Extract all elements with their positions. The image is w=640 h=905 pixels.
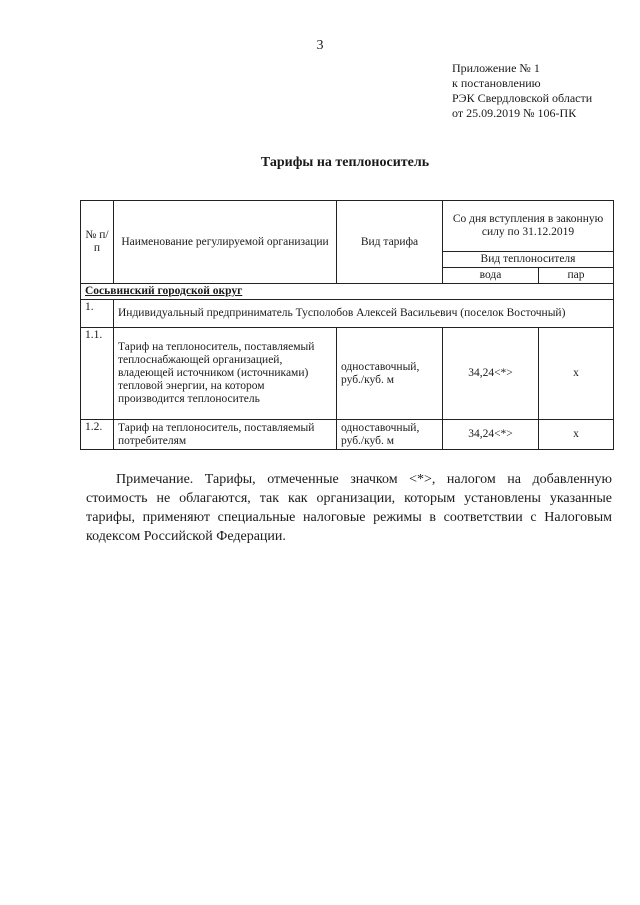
header-organization: Наименование регулируемой организации bbox=[114, 201, 337, 284]
appendix-line: от 25.09.2019 № 106-ПК bbox=[452, 106, 577, 120]
page-number: 3 bbox=[316, 38, 324, 53]
header-period: Со дня вступления в законную силу по 31.12.2019 bbox=[443, 201, 614, 252]
row-description: Тариф на теплоноситель, поставляемый теплоснабжающей организацией, владеющей источником (источниками) тепловой энергии, на котором производится теплоноситель bbox=[114, 328, 337, 420]
row-steam-value: х bbox=[539, 420, 614, 450]
appendix-line: Приложение № 1 bbox=[452, 61, 540, 75]
row-description: Тариф на теплоноситель, поставляемый потребителям bbox=[114, 420, 337, 450]
row-water-value: 34,24<*> bbox=[443, 328, 539, 420]
header-num: № п/п bbox=[81, 201, 114, 284]
row-num: 1.1. bbox=[81, 328, 114, 420]
group-label: Сосьвинский городской округ bbox=[85, 285, 243, 297]
row-tariff-type: одноставочный, руб./куб. м bbox=[337, 420, 443, 450]
document-title: Тарифы на теплоноситель bbox=[260, 155, 430, 170]
table-row bbox=[81, 420, 614, 450]
note-text: Примечание. Тарифы, отмеченные значком <*>, налогом на добавленную стоимость не облагаются, так как организации, которым установлены указанные тарифы, применяют специальные налоговые режимы в соответствии с Налоговым кодексом Российской Федерации. bbox=[86, 472, 612, 544]
table-row bbox=[81, 328, 614, 420]
row-steam-value: х bbox=[539, 328, 614, 420]
row-num: 1.2. bbox=[81, 420, 114, 450]
appendix-line: РЭК Свердловской области bbox=[452, 91, 593, 105]
row-tariff-type: одноставочный, руб./куб. м bbox=[337, 328, 443, 420]
note-paragraph bbox=[86, 470, 612, 546]
org-row-name: Индивидуальный предприниматель Тусполобов Алексей Васильевич (поселок Восточный) bbox=[114, 300, 614, 328]
row-water-value: 34,24<*> bbox=[443, 420, 539, 450]
appendix-block bbox=[452, 61, 632, 121]
org-row-num: 1. bbox=[81, 300, 114, 328]
header-water: вода bbox=[443, 268, 539, 284]
header-carrier: Вид теплоносителя bbox=[443, 252, 614, 268]
header-tariff-type: Вид тарифа bbox=[337, 201, 443, 284]
tariff-table bbox=[80, 200, 614, 450]
group-row bbox=[81, 284, 614, 300]
appendix-line: к постановлению bbox=[452, 76, 541, 90]
header-steam: пар bbox=[539, 268, 614, 284]
